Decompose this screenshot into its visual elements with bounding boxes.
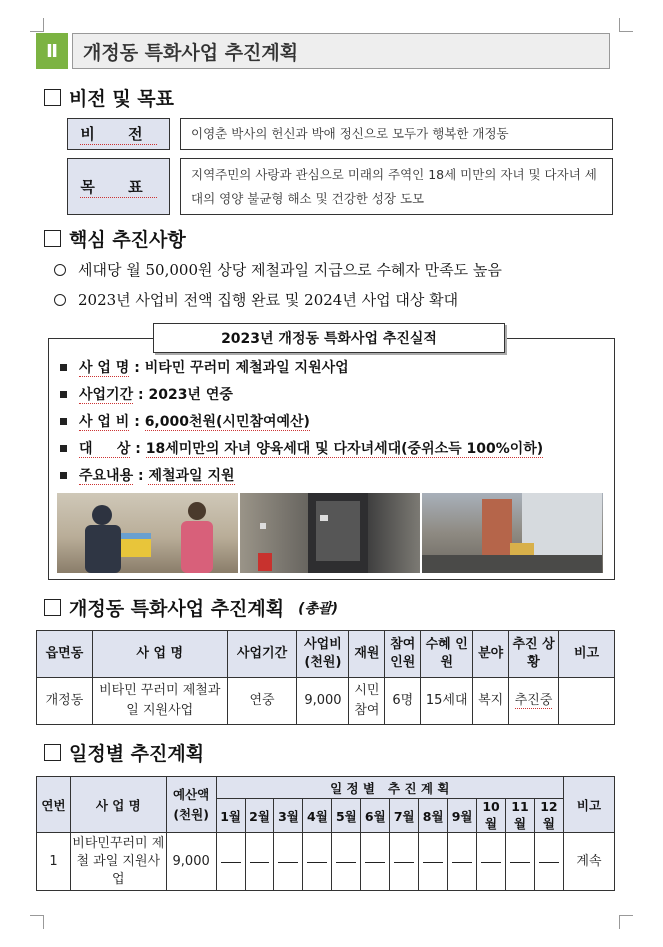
header-cell: 분야 <box>473 631 509 678</box>
table-cell: 15세대 <box>421 678 473 725</box>
vision-label: 비 전 <box>67 118 170 150</box>
schedule-month-cell <box>534 833 563 891</box>
schedule-bar <box>365 862 385 863</box>
goal-text: 지역주민의 사랑과 관심으로 미래의 주역인 18세 미만의 자녀 및 다자녀 세대의 영양 불균형 해소 및 건강한 성장 도모 <box>180 158 613 215</box>
checkbox-icon <box>44 230 61 247</box>
schedule-month-cell <box>419 833 448 891</box>
checkbox-icon <box>44 89 61 106</box>
header-cell: 연번 <box>37 777 71 833</box>
month-cell: 11월 <box>506 799 535 833</box>
circle-bullet-icon <box>54 294 66 306</box>
table-cell: 연중 <box>227 678 297 725</box>
schedule-month-cell <box>245 833 274 891</box>
schedule-bar <box>307 862 327 863</box>
schedule-bar <box>452 862 472 863</box>
section-title-bar <box>36 33 610 69</box>
header-cell: 참여 인원 <box>385 631 421 678</box>
table-header-row <box>37 631 615 678</box>
schedule-bar <box>221 862 241 863</box>
table-cell: 복지 <box>473 678 509 725</box>
core-heading: 핵심 추진사항 <box>44 225 186 252</box>
header-cell: 사 업 명 <box>70 777 166 833</box>
header-cell: 사 업 명 <box>92 631 227 678</box>
table-cell: 개정동 <box>37 678 93 725</box>
core-item: 세대당 월 50,000원 상당 제철과일 지급으로 수혜자 만족도 높음 <box>54 259 502 280</box>
header-cell: 예산액 (천원) <box>166 777 216 833</box>
header-cell: 비고 <box>559 631 615 678</box>
header-cell: 재원 <box>349 631 385 678</box>
header-cell: 사업기간 <box>227 631 297 678</box>
month-cell: 6월 <box>361 799 390 833</box>
schedule-bar <box>278 862 298 863</box>
table-cell: 9,000 <box>297 678 349 725</box>
photo-delivery-box <box>422 493 603 573</box>
schedule-month-cell <box>274 833 303 891</box>
vision-text: 이영춘 박사의 헌신과 박애 정신으로 모두가 행복한 개정동 <box>180 118 613 150</box>
schedule-bar <box>250 862 270 863</box>
month-cell: 5월 <box>332 799 361 833</box>
goal-label: 목 표 <box>67 158 170 215</box>
photo-strip <box>57 493 603 573</box>
plan-heading: 개정동 특화사업 추진계획 (총괄) <box>44 594 338 621</box>
schedule-table <box>36 776 615 891</box>
checkbox-icon <box>44 599 61 616</box>
month-cell: 3월 <box>274 799 303 833</box>
month-cell: 9월 <box>448 799 477 833</box>
square-bullet-icon <box>60 445 67 452</box>
table-row <box>37 678 615 725</box>
schedule-bar <box>510 862 530 863</box>
checkbox-icon <box>44 744 61 761</box>
schedule-month-cell <box>506 833 535 891</box>
schedule-month-cell <box>303 833 332 891</box>
performance-item: 사 업 비 : 6,000천원(시민참여예산) <box>60 411 310 431</box>
month-cell: 7월 <box>390 799 419 833</box>
square-bullet-icon <box>60 472 67 479</box>
photo-doorway <box>240 493 421 573</box>
performance-title: 2023년 개정동 특화사업 추진실적 <box>153 323 505 353</box>
table-cell: 시민 참여 <box>349 678 385 725</box>
table-header-row <box>37 777 615 799</box>
schedule-month-cell <box>477 833 506 891</box>
vision-heading: 비전 및 목표 <box>44 84 174 111</box>
table-cell <box>559 678 615 725</box>
square-bullet-icon <box>60 364 67 371</box>
performance-item: 사 업 명 : 비타민 꾸러미 제철과일 지원사업 <box>60 357 349 377</box>
schedule-month-cell <box>216 833 245 891</box>
month-cell: 1월 <box>216 799 245 833</box>
month-cell: 12월 <box>534 799 563 833</box>
schedule-month-cell <box>390 833 419 891</box>
table-cell: 9,000 <box>166 833 216 891</box>
performance-item: 주요내용 : 제철과일 지원 <box>60 465 235 485</box>
month-cell: 10월 <box>477 799 506 833</box>
square-bullet-icon <box>60 391 67 398</box>
schedule-bar <box>423 862 443 863</box>
performance-item: 사업기간 : 2023년 연중 <box>60 384 233 404</box>
header-cell: 읍면동 <box>37 631 93 678</box>
photo-fruit-delivery <box>57 493 238 573</box>
header-cell: 일 정 별 추 진 계 획 <box>216 777 563 799</box>
page-title: 개정동 특화사업 추진계획 <box>72 33 610 69</box>
schedule-bar <box>481 862 501 863</box>
month-cell: 4월 <box>303 799 332 833</box>
performance-item: 대 상 : 18세미만의 자녀 양육세대 및 다자녀세대(중위소득 100%이하) <box>60 438 543 458</box>
schedule-bar <box>336 862 356 863</box>
section-number: Ⅱ <box>36 33 68 69</box>
vision-row <box>67 118 613 150</box>
schedule-bar <box>394 862 414 863</box>
schedule-month-cell <box>448 833 477 891</box>
header-cell: 사업비 (천원) <box>297 631 349 678</box>
table-cell: 추진중 <box>509 678 559 725</box>
schedule-month-cell <box>332 833 361 891</box>
schedule-bar <box>539 862 559 863</box>
schedule-heading: 일정별 추진계획 <box>44 739 204 766</box>
month-cell: 8월 <box>419 799 448 833</box>
plan-table <box>36 630 615 725</box>
month-cell: 2월 <box>245 799 274 833</box>
table-cell: 1 <box>37 833 71 891</box>
core-item: 2023년 사업비 전액 집행 완료 및 2024년 사업 대상 확대 <box>54 289 458 310</box>
header-cell: 비고 <box>563 777 614 833</box>
goal-row <box>67 158 613 215</box>
table-cell: 비타민 꾸러미 제철과일 지원사업 <box>92 678 227 725</box>
table-row <box>37 833 615 891</box>
table-cell: 비타민꾸러미 제철 과일 지원사업 <box>70 833 166 891</box>
table-cell: 6명 <box>385 678 421 725</box>
table-cell: 계속 <box>563 833 614 891</box>
circle-bullet-icon <box>54 264 66 276</box>
header-cell: 수혜 인원 <box>421 631 473 678</box>
schedule-month-cell <box>361 833 390 891</box>
square-bullet-icon <box>60 418 67 425</box>
header-cell: 추진 상황 <box>509 631 559 678</box>
